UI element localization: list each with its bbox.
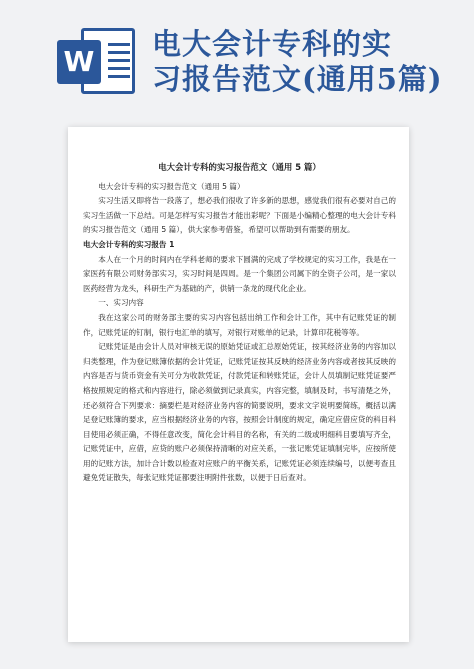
banner-title-line1: 电大会计专科的实 xyxy=(152,27,393,61)
word-badge: W xyxy=(57,40,101,84)
banner-title-line2: 习报告范文(通用5篇) xyxy=(152,62,443,96)
document-title: 电大会计专科的实习报告范文（通用 5 篇） xyxy=(158,162,321,172)
banner xyxy=(0,0,474,118)
banner-title xyxy=(152,27,452,97)
document-body xyxy=(83,160,396,486)
paragraph: 记账凭证是由会计人员对审核无误的原始凭证或汇总原始凭证，按其经济业务的内容加以归类整理，作为登记账簿依据的会计凭证，记账凭证按其反映的经济业务内容或者按其反映的内容是否与货币资金有关可分为收款凭证，付款凭证和转账凭证，会计人员填制记账凭证要严格按照规定的格式和内容进行，除必须做到记录真实，内容完整，填制及时，书写清楚之外，还必须符合下列要求：摘要栏是对经济业务内容的简要说明，要求文字说明要简练，概括以满足登记账簿的要求，应当根据经济业务的内容，按照会计制度的规定，确定应借应贷的科目科目使用必须正确，不得任意改变，简化会计科目的名称，有关的二级或明细科目要填写齐全，记账凭证中，应借，应贷的账户必须保持清晰的对应关系，一张记账凭证填制完毕，应按所使用的记账方法，加计合计数以检查对应账户的平衡关系，记账凭证必须连续编号，以便考查且避免凭证散失，每张记账凭证都要注明附件张数，以便于日后查对。 xyxy=(83,342,396,483)
paragraph: 实习生活又即将告一段落了，想必我们很收了许多新的思想，感觉我们很有必要对自己的实习生活做一下总结。可是怎样写实习报告才能出彩呢？下面是小编精心整理的电大会计专科的实习报告范文（通用 5 篇），供大家参考借鉴，希望可以帮助到有需要的朋友。 xyxy=(83,196,396,235)
paragraph: 我在这家公司的财务部主要的实习内容包括出纳工作和会计工作，其中有记账凭证的制作，记账凭证的钉制，银行电汇单的填写，对银行对账单的记录，计算印花税等等。 xyxy=(83,312,396,337)
subheading: 一、实习内容 xyxy=(98,298,144,308)
document-page xyxy=(68,127,409,642)
section-heading: 电大会计专科的实习报告 1 xyxy=(83,239,175,249)
paragraph: 本人在一个月的时间内在学科老师的要求下圆满的完成了学校规定的实习工作，我是在一家医药有限公司财务部实习，实习时间是四周。是一个集团公司属下的全资子公司，是一家以医药经营为龙头，科研生产为基础的产，供销一条龙的现代化企业。 xyxy=(83,254,396,293)
word-document-icon xyxy=(57,28,135,94)
paragraph: 电大会计专科的实习报告范文（通用 5 篇） xyxy=(98,181,245,191)
